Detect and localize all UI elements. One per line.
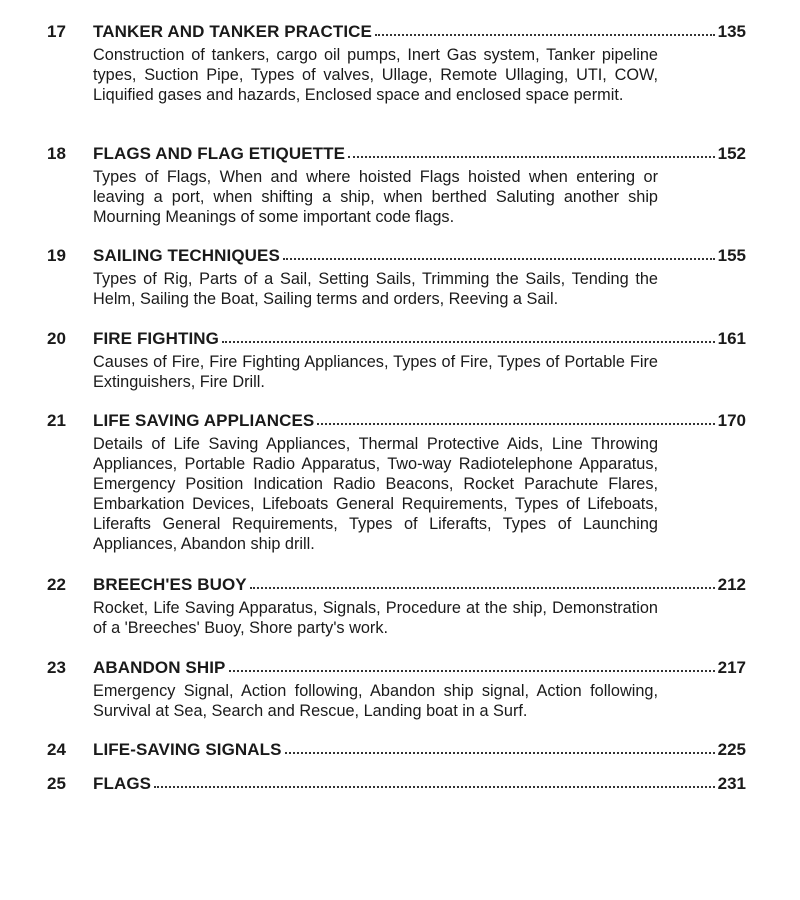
- chapter-title: FLAGS: [93, 774, 152, 793]
- dot-leader: [317, 423, 714, 425]
- title-row: [93, 739, 746, 761]
- title-row: [93, 143, 746, 165]
- page-number: 161: [717, 329, 746, 348]
- chapter-number: 22: [47, 575, 66, 594]
- toc-entry-header[interactable]: [0, 328, 800, 350]
- chapter-number: 17: [47, 22, 66, 41]
- toc-entry-header[interactable]: [0, 657, 800, 679]
- dot-leader: [348, 156, 715, 158]
- chapter-number: 18: [47, 144, 66, 163]
- page-number: 135: [717, 22, 746, 41]
- chapter-number: 19: [47, 246, 66, 265]
- page-number: 152: [717, 144, 746, 163]
- chapter-title: LIFE-SAVING SIGNALS: [93, 740, 282, 759]
- chapter-description: Rocket, Life Saving Apparatus, Signals, Procedure at the ship, Demonstration of a 'Breeches' Buoy, Shore party's work.: [93, 599, 658, 637]
- chapter-title: BREECH'ES BUOY: [93, 575, 247, 594]
- page-number: 155: [717, 246, 746, 265]
- chapter-title: TANKER AND TANKER PRACTICE: [93, 22, 372, 41]
- toc-entry-header[interactable]: [0, 739, 800, 761]
- toc-entry-header[interactable]: [0, 245, 800, 267]
- toc-entry-header[interactable]: [0, 143, 800, 165]
- toc-entry-header[interactable]: [0, 773, 800, 795]
- dot-leader: [375, 34, 715, 36]
- chapter-number: 23: [47, 658, 66, 677]
- title-row: [93, 657, 746, 679]
- chapter-description: Causes of Fire, Fire Fighting Appliances, Types of Fire, Types of Portable Fire Extinguishers, Fire Drill.: [93, 353, 658, 391]
- page-number: 217: [717, 658, 746, 677]
- chapter-description: Details of Life Saving Appliances, Thermal Protective Aids, Line Throwing Appliances, Portable Radio Apparatus, Two-way Radiotelephone Apparatus, Emergency Position Indication Radio Beacons, Rocket Parachute Flares, Embarkation Devices, Lifeboats General Requirements, Types of Lifeboats, Liferafts General Requirements, Types of Liferafts, Types of Launching Appliances, Abandon ship drill.: [93, 435, 658, 553]
- title-row: [93, 21, 746, 43]
- chapter-number: 24: [47, 740, 66, 759]
- chapter-title: ABANDON SHIP: [93, 658, 226, 677]
- chapter-number: 21: [47, 411, 66, 430]
- chapter-title: FIRE FIGHTING: [93, 329, 219, 348]
- chapter-title: LIFE SAVING APPLIANCES: [93, 411, 315, 430]
- dot-leader: [229, 670, 715, 672]
- title-row: [93, 574, 746, 596]
- chapter-number: 20: [47, 329, 66, 348]
- chapter-description: Construction of tankers, cargo oil pumps, Inert Gas system, Tanker pipeline types, Suction Pipe, Types of valves, Ullage, Remote Ullaging, UTI, COW, Liquified gases and hazards, Enclosed space and enclosed space permit.: [93, 46, 658, 104]
- dot-leader: [285, 752, 715, 754]
- page-number: 170: [717, 411, 746, 430]
- page-number: 212: [717, 575, 746, 594]
- chapter-description: Emergency Signal, Action following, Abandon ship signal, Action following, Survival at Sea, Search and Rescue, Landing boat in a Surf.: [93, 682, 658, 720]
- title-row: [93, 328, 746, 350]
- dot-leader: [154, 786, 715, 788]
- title-row: [93, 773, 746, 795]
- toc-entry-header[interactable]: [0, 21, 800, 43]
- toc-entry-header[interactable]: [0, 410, 800, 432]
- chapter-number: 25: [47, 774, 66, 793]
- title-row: [93, 245, 746, 267]
- dot-leader: [250, 587, 715, 589]
- chapter-description: Types of Flags, When and where hoisted Flags hoisted when entering or leaving a port, when shifting a ship, when berthed Saluting another ship Mourning Meanings of some important code flags.: [93, 168, 658, 226]
- title-row: [93, 410, 746, 432]
- chapter-title: FLAGS AND FLAG ETIQUETTE: [93, 144, 346, 163]
- chapter-description: Types of Rig, Parts of a Sail, Setting Sails, Trimming the Sails, Tending the Helm, Sailing the Boat, Sailing terms and orders, Reeving a Sail.: [93, 270, 658, 308]
- toc-entry-header[interactable]: [0, 574, 800, 596]
- dot-leader: [222, 341, 715, 343]
- chapter-title: SAILING TECHNIQUES: [93, 246, 280, 265]
- dot-leader: [283, 258, 715, 260]
- page-number: 225: [717, 740, 746, 759]
- page-number: 231: [717, 774, 746, 793]
